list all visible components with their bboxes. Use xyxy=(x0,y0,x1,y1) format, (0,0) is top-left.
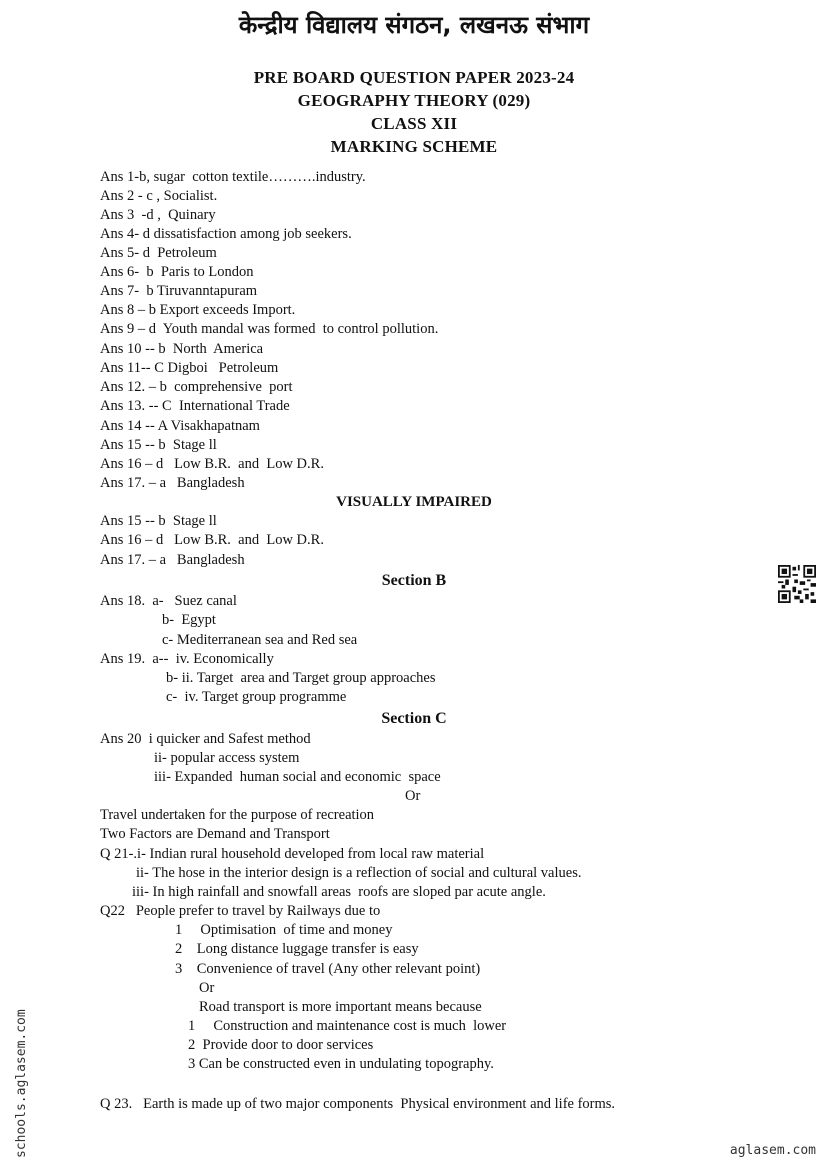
answer-line: Ans 16 – d Low B.R. and Low D.R. xyxy=(100,456,324,472)
section-c-line: 3 Convenience of travel (Any other relevant point) xyxy=(175,961,481,977)
vi-answer-line: Ans 15 -- b Stage ll xyxy=(100,513,217,529)
answer-line: Ans 2 - c , Socialist. xyxy=(100,188,218,204)
marking-scheme-title: MARKING SCHEME xyxy=(330,137,498,156)
section-c-line: Or xyxy=(405,788,421,804)
hindi-header: केन्द्रीय विद्यालय संगठन, लखनऊ संभाग xyxy=(238,11,590,39)
answer-line: Ans 15 -- b Stage ll xyxy=(100,437,217,453)
section-c-line: 3 Can be constructed even in undulating topography. xyxy=(188,1056,494,1072)
section-c-line: Ans 20 i quicker and Safest method xyxy=(100,731,311,747)
section-c-line: Q22 People prefer to travel by Railways due to xyxy=(100,903,381,919)
section-c-line: iii- In high rainfall and snowfall areas roofs are sloped par acute angle. xyxy=(132,884,546,900)
section-b-line: Ans 18. a- Suez canal xyxy=(100,593,237,609)
section-b-line: b- ii. Target area and Target group approaches xyxy=(166,670,436,686)
answer-line: Ans 12. – b comprehensive port xyxy=(100,379,293,395)
answer-line: Ans 14 -- A Visakhapatnam xyxy=(100,418,260,434)
answer-line: Ans 1-b, sugar cotton textile……….industry. xyxy=(100,169,366,185)
section-c-line: 1 Optimisation of time and money xyxy=(175,922,393,938)
answer-line: Ans 5- d Petroleum xyxy=(100,245,217,261)
answer-line: Ans 8 – b Export exceeds Import. xyxy=(100,302,296,318)
answer-line: Ans 11-- C Digboi Petroleum xyxy=(100,360,279,376)
vi-answer-line: Ans 17. – a Bangladesh xyxy=(100,552,245,568)
section-c-line: ii- popular access system xyxy=(154,750,300,766)
answer-line: Ans 7- b Tiruvanntapuram xyxy=(100,283,258,299)
section-b-line: Ans 19. a-- iv. Economically xyxy=(100,651,274,667)
vi-answer-line: Ans 16 – d Low B.R. and Low D.R. xyxy=(100,532,324,548)
answer-line: Ans 13. -- C International Trade xyxy=(100,398,290,414)
section-b-line: b- Egypt xyxy=(162,612,216,628)
section-c-line: Two Factors are Demand and Transport xyxy=(100,826,330,842)
answer-line: Ans 9 – d Youth mandal was formed to control pollution. xyxy=(100,321,439,337)
class-title: CLASS XII xyxy=(370,114,458,133)
answer-line: Ans 17. – a Bangladesh xyxy=(100,475,245,491)
section-c-line: iii- Expanded human social and economic space xyxy=(154,769,441,785)
section-c-heading: Section C xyxy=(381,710,447,727)
qr-code-icon xyxy=(778,565,816,603)
section-c-line: Q 21-.i- Indian rural household developed from local raw material xyxy=(100,846,485,862)
section-c-line: 2 Long distance luggage transfer is easy xyxy=(175,941,419,957)
answer-line: Ans 4- d dissatisfaction among job seekers. xyxy=(100,226,352,242)
section-c-line: 1 Construction and maintenance cost is much lower xyxy=(188,1018,507,1034)
section-b-heading: Section B xyxy=(381,572,447,589)
section-c-line: Or xyxy=(199,980,215,996)
section-b-line: c- Mediterranean sea and Red sea xyxy=(162,632,358,648)
section-c-line: Road transport is more important means because xyxy=(199,999,482,1015)
side-watermark: schools.aglasem.com xyxy=(14,1009,29,1158)
answer-line: Ans 6- b Paris to London xyxy=(100,264,254,280)
section-c-line: Travel undertaken for the purpose of recreation xyxy=(100,807,375,823)
visually-impaired-heading: VISUALLY IMPAIRED xyxy=(336,494,492,510)
section-b-line: c- iv. Target group programme xyxy=(166,689,347,705)
section-c-line: ii- The hose in the interior design is a reflection of social and cultural values. xyxy=(136,865,582,881)
answer-line: Ans 3 -d , Quinary xyxy=(100,207,216,223)
answer-line: Ans 10 -- b North America xyxy=(100,341,264,357)
footer-watermark: aglasem.com xyxy=(729,1143,816,1158)
section-c-line: Q 23. Earth is made up of two major components Physical environment and life forms. xyxy=(100,1096,616,1112)
subject-title: GEOGRAPHY THEORY (029) xyxy=(297,91,531,110)
paper-title: PRE BOARD QUESTION PAPER 2023-24 xyxy=(253,68,575,87)
section-c-line: 2 Provide door to door services xyxy=(188,1037,374,1053)
